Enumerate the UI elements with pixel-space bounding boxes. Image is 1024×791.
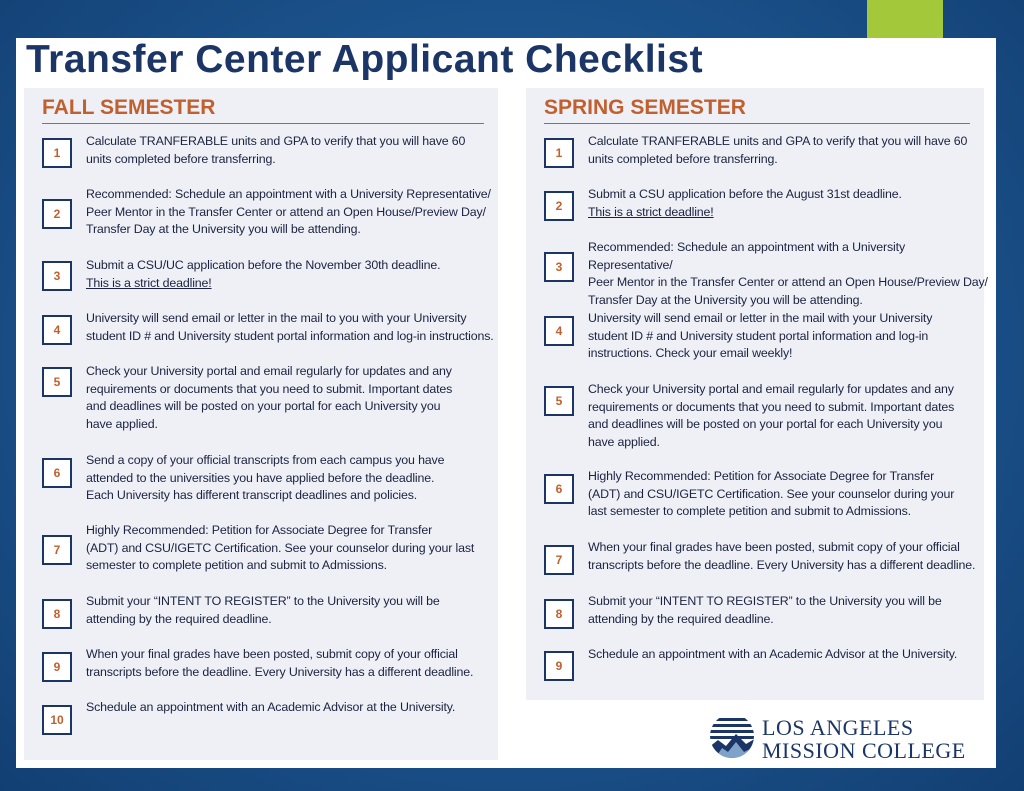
step-text-line: Submit your “INTENT TO REGISTER” to the University you will be [86,594,440,608]
step-text-line: attending by the required deadline. [588,611,774,626]
step-text-line: Submit a CSU application before the August 31st deadline. [588,187,902,201]
step-number-box: 9 [544,651,574,681]
step-text-line: Calculate TRANFERABLE units and GPA to verify that you will have 60 [86,134,466,148]
step-text [86,310,496,345]
spring-semester-panel [526,88,988,700]
step-text-line: Transfer Day at the University you will be attending. [588,292,863,307]
step-text-line: Submit a CSU/UC application before the November 30th deadline. [86,258,441,272]
step-text [86,699,496,717]
step-text-line: Calculate TRANFERABLE units and GPA to verify that you will have 60 [588,134,968,148]
step-number-box: 1 [42,138,72,168]
step-text-line: requirements or documents that you need to submit. Important dates [86,381,453,396]
step-text-line: student ID # and University student portal information and log-in [588,328,929,343]
step-text [588,310,988,363]
heading-divider [544,123,970,124]
strict-deadline-note: This is a strict deadline! [86,275,212,290]
mountain-sun-logo-icon [708,712,756,760]
step-number-box: 6 [544,474,574,504]
heading-divider [42,123,484,124]
step-text [588,646,988,664]
step-text [86,593,496,628]
step-text-line: University will send email or letter in the mail with your University [588,311,933,325]
college-name-line2: MISSION COLLEGE [762,738,966,763]
step-number-box: 5 [42,367,72,397]
step-text-line: and deadlines will be posted on your portal for each University you [86,399,441,413]
step-text-line: transcripts before the deadline. Every University has a different deadline. [588,557,976,572]
step-text [86,186,496,239]
strict-deadline-note: This is a strict deadline! [588,204,714,219]
step-text-line: have applied. [588,434,660,449]
fall-semester-panel [24,88,498,760]
step-number-box: 9 [42,652,72,682]
step-text-line: Peer Mentor in the Transfer Center or attend an Open House/Preview Day/ [588,275,988,289]
step-text-line: Schedule an appointment with an Academic Advisor at the University. [588,647,958,661]
step-number-box: 4 [544,316,574,346]
step-text-line: Schedule an appointment with an Academic Advisor at the University. [86,700,456,714]
step-text [588,468,988,521]
step-text-line: and deadlines will be posted on your portal for each University you [588,417,943,431]
step-text-line: (ADT) and CSU/IGETC Certification. See your counselor during your [588,486,955,501]
step-number-box: 8 [42,599,72,629]
step-text [588,381,988,451]
step-number-box: 1 [544,138,574,168]
step-text [588,186,988,221]
checklist-sheet [16,38,996,768]
step-number-box: 7 [42,535,72,565]
step-text [86,363,496,433]
step-text [86,646,496,681]
step-text-line: When your final grades have been posted, submit copy of your official [86,647,458,661]
step-text-line: requirements or documents that you need to submit. Important dates [588,399,955,414]
step-text-line: Check your University portal and email regularly for updates and any [86,364,452,378]
step-text-line: Recommended: Schedule an appointment with a University Representative/ [588,240,905,272]
step-number-box: 3 [544,252,574,282]
step-number-box: 6 [42,458,72,488]
step-number-box: 3 [42,261,72,291]
step-text [588,133,988,168]
step-text-line: have applied. [86,416,158,431]
step-text-line: instructions. Check your email weekly! [588,346,793,360]
step-number-box: 5 [544,386,574,416]
step-text [86,522,496,575]
step-text-line: units completed before transferring. [86,151,276,166]
step-text-line: units completed before transferring. [588,151,778,166]
step-text-line: Peer Mentor in the Transfer Center or attend an Open House/Preview Day/ [86,204,486,219]
step-text-line: (ADT) and CSU/IGETC Certification. See your counselor during your last [86,540,475,555]
college-logo [708,708,988,764]
step-text [86,257,496,292]
step-number-box: 2 [544,191,574,221]
page-title: Transfer Center Applicant Checklist [26,38,704,81]
step-text-line: semester to complete petition and submit to Admissions. [86,558,387,572]
step-text [588,539,988,574]
step-text-line: Check your University portal and email regularly for updates and any [588,382,954,396]
step-number-box: 4 [42,315,72,345]
step-text [86,133,496,168]
college-name [762,716,966,762]
step-number-box: 8 [544,599,574,629]
step-text-line: Highly Recommended: Petition for Associate Degree for Transfer [588,469,935,483]
college-name-line1: LOS ANGELES [762,715,914,740]
spring-semester-heading: SPRING SEMESTER [544,96,746,119]
step-number-box: 7 [544,545,574,575]
step-text [588,239,988,309]
step-text-line: Recommended: Schedule an appointment with a University Representative/ [86,187,491,201]
step-text-line: student ID # and University student portal information and log-in instructions. [86,328,494,343]
step-number-box: 2 [42,199,72,229]
step-text [588,593,988,628]
step-text-line: Highly Recommended: Petition for Associate Degree for Transfer [86,523,433,537]
step-text [86,452,496,505]
fall-semester-heading: FALL SEMESTER [42,96,216,119]
step-text-line: Each University has different transcript deadlines and policies. [86,488,418,502]
accent-bar [867,0,943,38]
step-number-box: 10 [42,705,72,735]
step-text-line: attending by the required deadline. [86,611,272,626]
step-text-line: Send a copy of your official transcripts from each campus you have [86,453,445,467]
step-text-line: Submit your “INTENT TO REGISTER” to the University you will be [588,594,942,608]
step-text-line: transcripts before the deadline. Every University has a different deadline. [86,664,474,679]
step-text-line: Transfer Day at the University you will be attending. [86,222,361,236]
step-text-line: last semester to complete petition and submit to Admissions. [588,504,911,518]
step-text-line: University will send email or letter in the mail to you with your University [86,311,467,325]
step-text-line: attended to the universities you have applied before the deadline. [86,470,435,485]
step-text-line: When your final grades have been posted, submit copy of your official [588,540,960,554]
